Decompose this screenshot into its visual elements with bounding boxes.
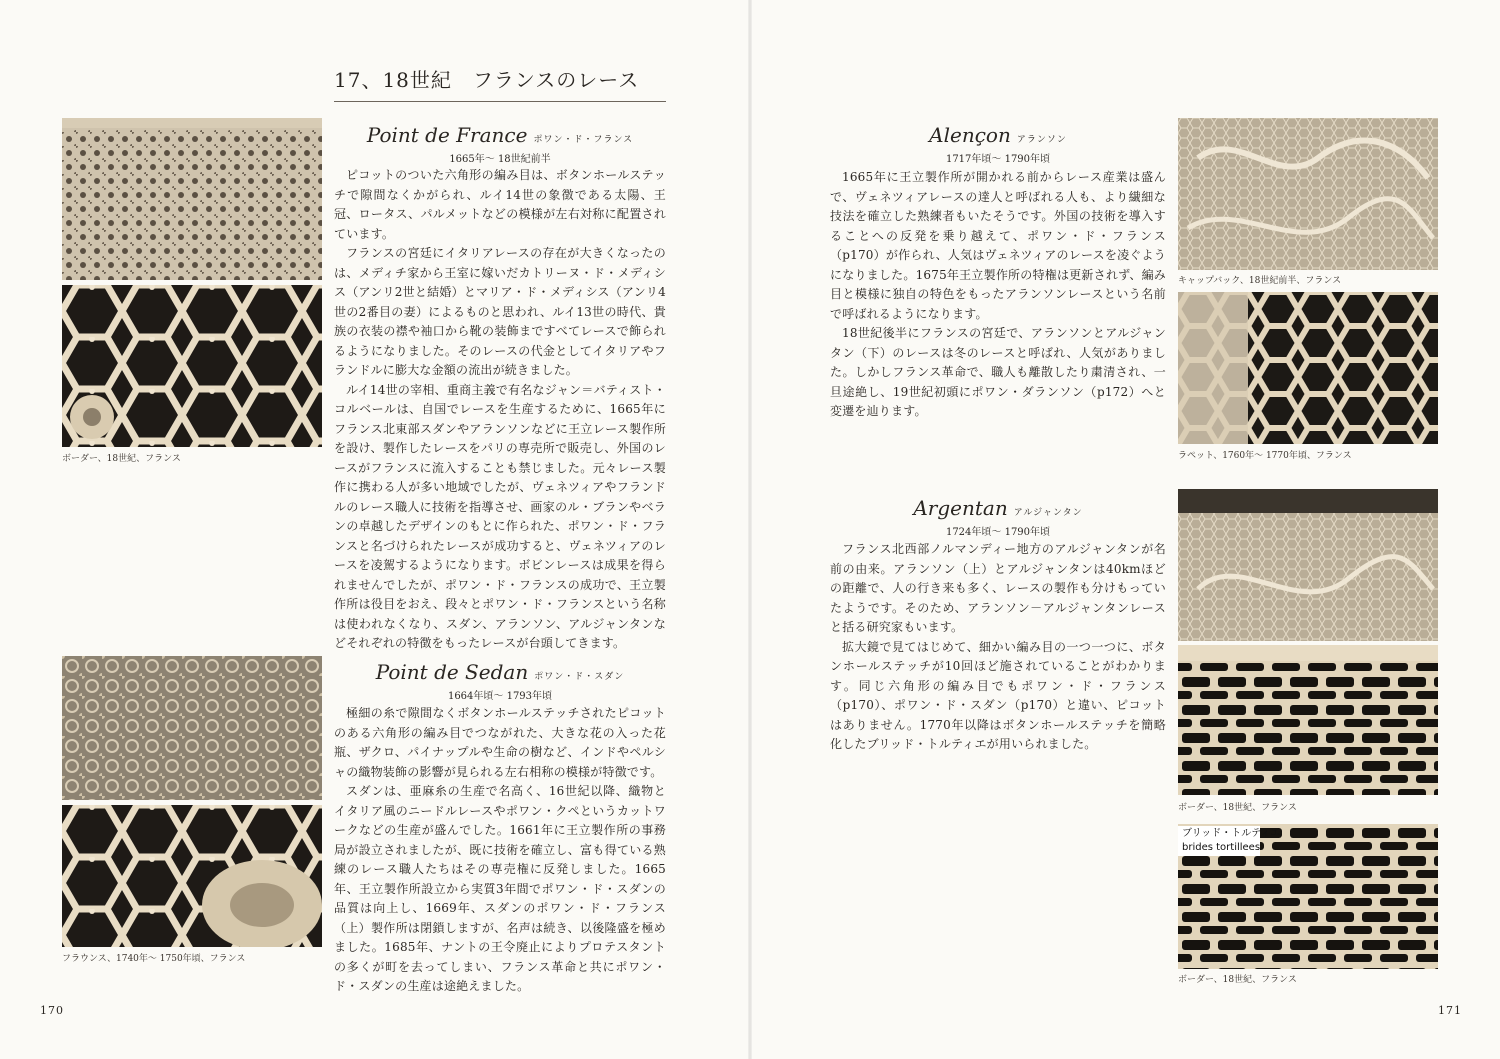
photo-label-fr: brides tortillees [1182, 842, 1261, 853]
section-kana: アルジャンタン [1013, 508, 1083, 518]
section-date: 1664年頃～ 1793年頃 [447, 691, 553, 702]
section-head-argentan [830, 497, 1166, 538]
caption-argentan-brides: ボーダー、18世紀、フランス [1178, 975, 1297, 985]
page-number-left: 170 [40, 1004, 64, 1017]
section-head-alencon [830, 124, 1166, 165]
page-number-right: 171 [1438, 1004, 1462, 1017]
paragraph: フランスの宮廷にイタリアレースの存在が大きくなったのは、メディチ家から王室に嫁いだカトリーヌ・ド・メディシス（アンリ2世と結婚）とマリア・ド・メディシス（アンリ4世の2番目の妻）によるものと思われ、ルイ13世の時代、貴族の衣装の襟や袖口から靴の装飾まですべてレースで飾られるようになりました。そのレースの代金としてイタリアやフランドルに膨大な金額の流出が続きました。 [334, 246, 666, 377]
caption-argentan-border: ボーダー、18世紀、フランス [1178, 803, 1297, 813]
lace-photo-point-de-france-border [62, 118, 322, 280]
paragraph: ピコットのついた六角形の編み目は、ボタンホールステッチで隙間なくかがられ、ルイ14世の象徴である太陽、王冠、ロータス、パルメットなどの模様が左右対称に配置されています。 [334, 168, 666, 241]
body-text-point-de-france [334, 166, 666, 654]
lace-photo-argentan-detail [1178, 645, 1438, 795]
section-kana: ポワン・ド・スダン [534, 672, 625, 682]
lace-photo-argentan-border [1178, 489, 1438, 641]
paragraph: 1665年に王立製作所が開かれる前からレース産業は盛んで、ヴェネツィアレースの達人と呼ばれる人も、より繊細な技法を確立した熟練者もいたそうです。外国の技術を導入することへの反発を乗り越えて、ポワン・ド・フランス（p170）が作られ、人気はヴェネツィアのレースを凌ぐようになりました。1675年王立製作所の特権は更新されず、編み目と模様に独自の特色をもったアランソンレースという名前で呼ばれるようになります。 [830, 170, 1166, 321]
lace-photo-alencon-lappet [1178, 292, 1438, 444]
body-text-argentan [830, 540, 1166, 755]
lace-photo-point-de-france-detail [62, 285, 322, 447]
paragraph: 極細の糸で隙間なくボタンホールステッチされたピコットのある六角形の編み目でつながれた、大きな花の入った花瓶、ザクロ、パイナップルや生命の樹など、インドやペルシャの織物装飾の影響が見られる左右相称の模様が特徴です。 [334, 706, 666, 779]
lace-photo-alencon-cap-back [1178, 118, 1438, 270]
section-date: 1717年頃～ 1790年頃 [945, 154, 1051, 165]
section-title: Point de France [366, 123, 528, 147]
lace-photo-point-de-sedan-flounce [62, 656, 322, 800]
section-kana: ポワン・ド・フランス [533, 135, 634, 145]
caption-alencon-cap-back: キャップバック、18世紀前半、フランス [1178, 276, 1342, 286]
book-gutter [748, 0, 752, 1059]
paragraph: ルイ14世の宰相、重商主義で有名なジャン＝バティスト・コルベールは、自国でレースを生産するために、1665年にフランス北東部スダンやアランソンなどに王立レース製作所を設け、製作したレースをパリの専売所で販売し、外国のレースがフランスに流入することも禁じました。元々レース製作に携わる人が多い地域でしたが、ヴェネツィアやフランドルのレース職人に技術を指導させ、画家のル・ブランやベランの卓越したデザインのもとに作られた、ポワン・ド・フランスと名づけられたレースが成功すると、ヴェネツィアのレースを凌駕するようになります。ボビンレースは成果を得られませんでしたが、ポワン・ド・フランスの成功で、王立製作所は役目をおえ、段々とポワン・ド・フランスという名称は使われなくなり、スダン、アランソン、アルジャンタンなどそれぞれの特徴をもったレースが台頭してきます。 [334, 382, 666, 650]
photo-label-jp: ブリッド・トルティエ [1182, 828, 1281, 839]
section-head-point-de-france [334, 124, 666, 165]
section-title: Argentan [913, 496, 1008, 520]
caption-point-de-france: ボーダー、18世紀、フランス [62, 454, 181, 464]
paragraph: フランス北西部ノルマンディー地方のアルジャンタンが名前の由来。アランソン（上）とアルジャンタンは40kmほどの距離で、人の行き来も多く、レースの製作も分けもっていたようです。そのため、アランソン－アルジャンタンレースと括る研究家もいます。 [830, 542, 1166, 634]
section-date: 1724年頃～ 1790年頃 [945, 527, 1051, 538]
caption-alencon-lappet: ラペット、1760年～ 1770年頃、フランス [1178, 451, 1352, 461]
chapter-title: 17、18世紀 フランスのレース [334, 64, 666, 102]
paragraph: スダンは、亜麻糸の生産で名高く、16世紀以降、織物とイタリア風のニードルレースやポワン・クペというカットワークなどの生産が盛んでした。1661年に王立製作所の事務局が設立されましたが、既に技術を確立し、富も得ている熟練のレース職人たちはその専売権に反発しました。1665年、王立製作所設立から実質3年間でポワン・ド・スダンの品質は向上し、1669年、スダンのポワン・ド・フランス（上）製作所は閉鎖しますが、名声は続き、以後隆盛を極めました。1685年、ナントの王令廃止によりプロテスタントの多くが町を去ってしまい、フランス革命と共にポワン・ド・スダンの生産は途絶えました。 [334, 784, 666, 993]
body-text-point-de-sedan [334, 704, 666, 997]
section-kana: アランソン [1016, 135, 1067, 145]
caption-point-de-sedan: フラウンス、1740年～ 1750年頃、フランス [62, 954, 246, 964]
section-date: 1665年～ 18世紀前半 [449, 154, 551, 165]
lace-photo-point-de-sedan-detail [62, 805, 322, 947]
section-title: Point de Sedan [375, 660, 529, 684]
paragraph: 18世紀後半にフランスの宮廷で、アランソンとアルジャンタン（下）のレースは冬のレースと呼ばれ、人気がありました。しかしフランス革命で、職人も離散したり粛清され、一旦途絶し、19世紀初頭にポワン・ダランソン（p172）へと変遷を辿ります。 [830, 326, 1166, 418]
section-head-point-de-sedan [334, 661, 666, 702]
paragraph: 拡大鏡で見てはじめて、細かい編み目の一つ一つに、ボタンホールステッチが10回ほど施されていることがわかります。同じ六角形の編み目でもポワン・ド・フランス（p170）、ポワン・ド・スダン（p170）と違い、ピコットはありません。1770年以降はボタンホールステッチを簡略化したブリッド・トルティエが用いられました。 [830, 639, 1166, 751]
body-text-alencon [830, 168, 1166, 422]
photo-label-brides-tortillees [1178, 826, 1281, 856]
section-title: Alençon [929, 123, 1011, 147]
